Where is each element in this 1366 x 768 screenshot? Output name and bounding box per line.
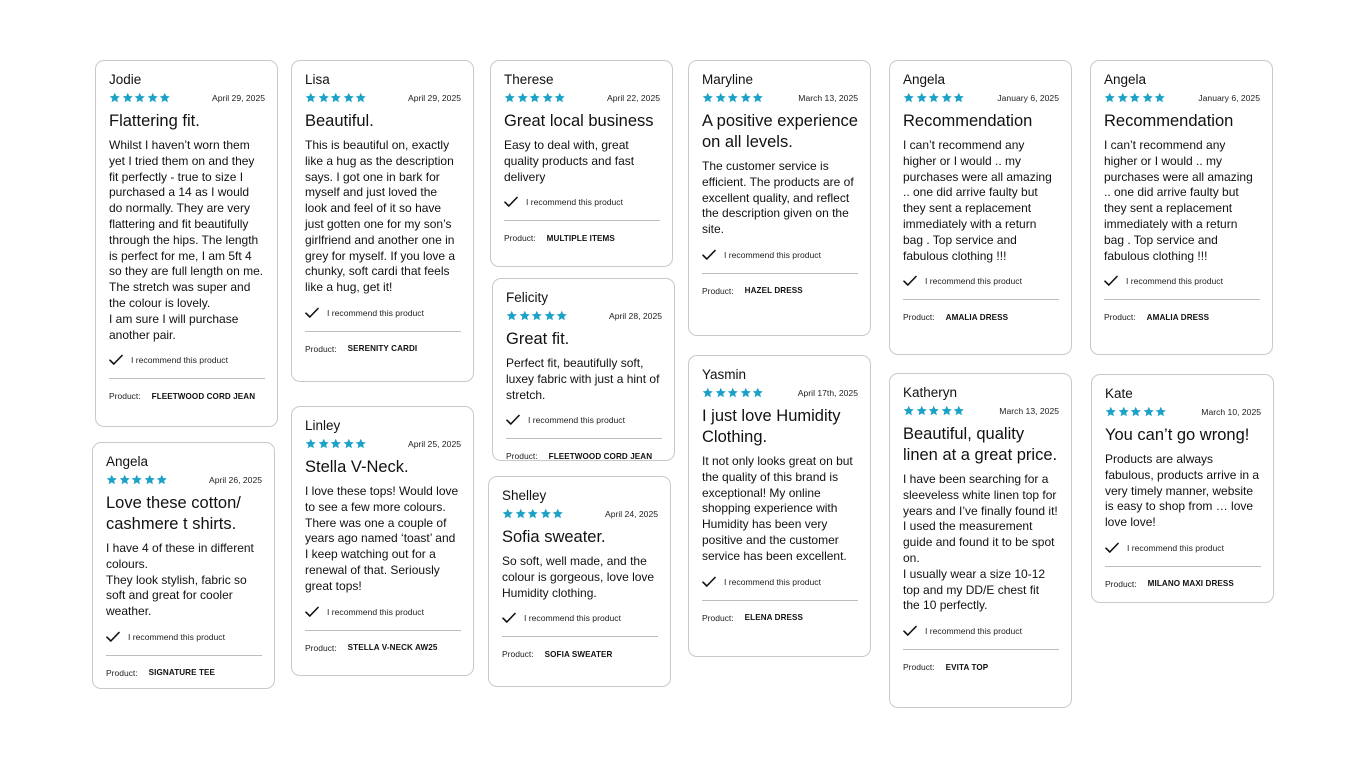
- star-icon: [556, 310, 568, 322]
- product-name: SOFIA SWEATER: [544, 649, 613, 659]
- star-icon: [928, 405, 940, 417]
- review-card: [1091, 374, 1274, 603]
- star-rating: [1105, 406, 1167, 418]
- star-icon: [159, 92, 171, 104]
- reviewer-name: Therese: [504, 72, 554, 87]
- recommend-text: I recommend this product: [327, 606, 424, 617]
- review-body: This is beautiful on, exactly like a hug as the description says. I got one in bark for myself and just loved the look and feel of it so have just gotten one for my son’s girlfriend and another one in grey for myself. If you love a chunky, soft cardi that feels like a hug, get it!: [305, 138, 456, 295]
- divider: [502, 636, 658, 637]
- review-title: Love these cotton/ cashmere t shirts.: [106, 494, 241, 533]
- star-icon: [1105, 406, 1117, 418]
- star-icon: [519, 310, 531, 322]
- star-icon: [752, 387, 764, 399]
- review-body: I have 4 of these in different colours. They look stylish, fabric so soft and great for cooler weather.: [106, 541, 254, 619]
- review-body: I have been searching for a sleeveless white linen top for years and I’ve finally found it! I used the measurement guide and found it to be spot on. I usually wear a size 10-12 top and my DD/E chest fit the 10 perfectly.: [903, 472, 1058, 613]
- recommend-row: [903, 273, 1059, 289]
- divider: [106, 655, 262, 656]
- product-row: [502, 648, 658, 660]
- recommend-row: [506, 412, 662, 428]
- checkmark-icon: [702, 249, 716, 261]
- reviewer-name: Yasmin: [702, 367, 747, 382]
- star-rating: [504, 92, 566, 104]
- review-body: I love these tops! Would love to see a few more colours. There was one a couple of years ago named ‘toast’ and I keep watching out for a renewal of that. Seriously great tops!: [305, 484, 459, 593]
- divider: [504, 220, 660, 221]
- star-rating: [903, 405, 965, 417]
- review-body: Products are always fabulous, products arrive in a very timely manner, website is easy to shop from … love love love!: [1105, 452, 1260, 530]
- reviewer-name: Shelley: [502, 488, 547, 503]
- review-date: April 24, 2025: [604, 509, 658, 519]
- review-date: April 25, 2025: [407, 439, 461, 449]
- recommend-text: I recommend this product: [925, 276, 1022, 287]
- star-icon: [529, 92, 541, 104]
- reviewer-name: Kate: [1105, 386, 1133, 401]
- star-icon: [542, 92, 554, 104]
- checkmark-icon: [1104, 275, 1118, 287]
- product-row: [506, 450, 662, 462]
- checkmark-icon: [504, 196, 518, 208]
- reviewer-name: Maryline: [702, 72, 754, 87]
- review-date: April 29, 2025: [407, 93, 461, 103]
- star-rating: [1104, 92, 1166, 104]
- recommend-text: I recommend this product: [528, 415, 625, 426]
- star-icon: [318, 438, 330, 450]
- star-icon: [531, 310, 543, 322]
- star-icon: [330, 92, 342, 104]
- review-card: [95, 60, 278, 427]
- star-icon: [941, 405, 953, 417]
- product-name: MILANO MAXI DRESS: [1147, 579, 1234, 589]
- review-card: [291, 406, 474, 676]
- recommend-row: [702, 574, 858, 590]
- recommend-text: I recommend this product: [128, 631, 225, 642]
- star-icon: [119, 474, 131, 486]
- star-icon: [916, 92, 928, 104]
- star-icon: [343, 438, 355, 450]
- checkmark-icon: [109, 354, 123, 366]
- review-date: April 17th, 2025: [797, 388, 858, 398]
- product-name: AMALIA DRESS: [1146, 312, 1210, 322]
- review-title: Recommendation: [1104, 112, 1234, 130]
- recommend-text: I recommend this product: [327, 307, 424, 318]
- product-row: [109, 390, 265, 402]
- product-name: STELLA V-NECK AW25: [347, 643, 438, 653]
- review-title: Beautiful, quality linen at a great price.: [903, 425, 1058, 464]
- review-title: Recommendation: [903, 112, 1033, 130]
- product-name: AMALIA DRESS: [945, 312, 1009, 322]
- review-date: April 28, 2025: [608, 311, 662, 321]
- recommend-row: [106, 629, 262, 645]
- checkmark-icon: [506, 414, 520, 426]
- star-icon: [305, 92, 317, 104]
- product-label: Product:: [305, 642, 337, 653]
- review-body: I can’t recommend any higher or I would .. my purchases were all amazing .. one did arrive faulty but they sent a replacement immediately with a return bag . Top service and fabulous clothing !!!: [903, 138, 1052, 263]
- product-label: Product:: [506, 451, 538, 462]
- star-icon: [903, 405, 915, 417]
- star-icon: [131, 474, 143, 486]
- product-row: [106, 667, 262, 679]
- star-rating: [305, 92, 367, 104]
- star-icon: [1129, 92, 1141, 104]
- checkmark-icon: [903, 625, 917, 637]
- review-date: January 6, 2025: [997, 93, 1059, 103]
- recommend-row: [1104, 273, 1260, 289]
- checkmark-icon: [305, 606, 319, 618]
- reviewer-name: Felicity: [506, 290, 549, 305]
- star-icon: [355, 438, 367, 450]
- recommend-text: I recommend this product: [524, 613, 621, 624]
- product-name: ELENA DRESS: [744, 613, 804, 623]
- star-icon: [928, 92, 940, 104]
- product-label: Product:: [903, 662, 935, 673]
- product-label: Product:: [502, 649, 534, 660]
- review-body: The customer service is efficient. The products are of excellent quality, and reflect the description given on the site.: [702, 159, 854, 237]
- recommend-text: I recommend this product: [1126, 276, 1223, 287]
- divider: [702, 600, 858, 601]
- reviewer-name: Jodie: [109, 72, 142, 87]
- reviewer-name: Linley: [305, 418, 341, 433]
- star-icon: [343, 92, 355, 104]
- star-rating: [502, 508, 564, 520]
- star-icon: [1154, 92, 1166, 104]
- product-label: Product:: [903, 312, 935, 323]
- star-icon: [318, 92, 330, 104]
- divider: [506, 438, 662, 439]
- product-label: Product:: [1104, 312, 1136, 323]
- review-title: Sofia sweater.: [502, 528, 606, 546]
- star-icon: [727, 92, 739, 104]
- star-icon: [147, 92, 159, 104]
- product-name: EVITA TOP: [945, 662, 989, 672]
- star-icon: [144, 474, 156, 486]
- product-name: HAZEL DRESS: [744, 286, 803, 296]
- checkmark-icon: [903, 275, 917, 287]
- star-icon: [540, 508, 552, 520]
- review-date: March 10, 2025: [1201, 407, 1261, 417]
- product-label: Product:: [1105, 578, 1137, 589]
- divider: [305, 630, 461, 631]
- review-title: Great local business: [504, 112, 654, 130]
- recommend-row: [1105, 540, 1261, 556]
- star-icon: [517, 92, 529, 104]
- reviewer-name: Angela: [1104, 72, 1147, 87]
- star-icon: [504, 92, 516, 104]
- product-row: [504, 232, 660, 244]
- star-icon: [1155, 406, 1167, 418]
- star-icon: [515, 508, 527, 520]
- star-icon: [941, 92, 953, 104]
- review-date: April 22, 2025: [606, 93, 660, 103]
- review-date: March 13, 2025: [999, 406, 1059, 416]
- review-card: [492, 278, 675, 461]
- product-name: FLEETWOOD CORD JEAN: [548, 451, 653, 461]
- recommend-row: [305, 305, 461, 321]
- reviewer-name: Angela: [106, 454, 149, 469]
- review-card: [488, 476, 671, 687]
- review-body: It not only looks great on but the quality of this brand is exceptional! My online shopping experience with Humidity has been very positive and the customer service has been excellent.: [702, 454, 853, 563]
- product-name: SERENITY CARDI: [347, 344, 418, 354]
- recommend-row: [305, 604, 461, 620]
- review-card: [291, 60, 474, 382]
- star-icon: [330, 438, 342, 450]
- review-card: [889, 373, 1072, 708]
- recommend-text: I recommend this product: [724, 576, 821, 587]
- review-body: Whilst I haven’t worn them yet I tried them on and they fit perfectly - true to size I purchased a 14 as I would do normally. They are very flattering and fit beautifully through the hips. The length is perfect for me, I am 5ft 4 so they are full length on me. The stretch was super and the colour is lovely. I am sure I will purchase another pair.: [109, 138, 264, 342]
- checkmark-icon: [502, 612, 516, 624]
- product-row: [903, 311, 1059, 323]
- review-card: [688, 60, 871, 336]
- star-icon: [506, 310, 518, 322]
- review-title: Stella V-Neck.: [305, 458, 409, 476]
- product-row: [1104, 311, 1260, 323]
- star-icon: [1130, 406, 1142, 418]
- star-icon: [502, 508, 514, 520]
- recommend-row: [903, 623, 1059, 639]
- review-title: Great fit.: [506, 330, 570, 348]
- star-rating: [702, 92, 764, 104]
- product-label: Product:: [109, 391, 141, 402]
- product-row: [305, 642, 461, 654]
- checkmark-icon: [106, 631, 120, 643]
- product-name: SIGNATURE TEE: [148, 668, 216, 678]
- review-card: [889, 60, 1072, 355]
- star-icon: [740, 387, 752, 399]
- recommend-row: [702, 247, 858, 263]
- divider: [903, 299, 1059, 300]
- star-rating: [109, 92, 171, 104]
- review-card: [1090, 60, 1273, 355]
- star-icon: [916, 405, 928, 417]
- divider: [1105, 566, 1261, 567]
- review-title: Flattering fit.: [109, 112, 200, 130]
- review-title: You can’t go wrong!: [1105, 426, 1250, 444]
- review-date: March 13, 2025: [798, 93, 858, 103]
- checkmark-icon: [305, 307, 319, 319]
- divider: [305, 331, 461, 332]
- review-title: Beautiful.: [305, 112, 374, 130]
- product-row: [702, 285, 858, 297]
- divider: [702, 273, 858, 274]
- checkmark-icon: [702, 576, 716, 588]
- star-icon: [752, 92, 764, 104]
- star-icon: [1143, 406, 1155, 418]
- star-rating: [903, 92, 965, 104]
- star-icon: [953, 92, 965, 104]
- product-name: MULTIPLE ITEMS: [546, 233, 615, 243]
- star-rating: [106, 474, 168, 486]
- star-icon: [740, 92, 752, 104]
- recommend-row: [502, 610, 658, 626]
- star-icon: [122, 92, 134, 104]
- review-body: So soft, well made, and the colour is gorgeous, love love Humidity clothing.: [502, 554, 655, 600]
- review-card: [688, 355, 871, 657]
- review-date: April 29, 2025: [211, 93, 265, 103]
- star-icon: [715, 387, 727, 399]
- star-icon: [715, 92, 727, 104]
- review-title: I just love Humidity Clothing.: [702, 407, 841, 446]
- star-icon: [156, 474, 168, 486]
- review-body: I can’t recommend any higher or I would .. my purchases were all amazing .. one did arrive faulty but they sent a replacement immediately with a return bag . Top service and fabulous clothing !!!: [1104, 138, 1253, 263]
- star-icon: [727, 387, 739, 399]
- product-name: FLEETWOOD CORD JEAN: [151, 391, 256, 401]
- recommend-text: I recommend this product: [925, 626, 1022, 637]
- star-icon: [1142, 92, 1154, 104]
- product-label: Product:: [305, 343, 337, 354]
- review-body: Easy to deal with, great quality products and fast delivery: [504, 138, 635, 184]
- star-icon: [554, 92, 566, 104]
- divider: [109, 378, 265, 379]
- star-rating: [305, 438, 367, 450]
- product-row: [903, 661, 1059, 673]
- star-icon: [544, 310, 556, 322]
- star-icon: [903, 92, 915, 104]
- product-label: Product:: [106, 667, 138, 678]
- recommend-row: [109, 352, 265, 368]
- star-icon: [305, 438, 317, 450]
- recommend-text: I recommend this product: [724, 249, 821, 260]
- review-card: [92, 442, 275, 689]
- star-rating: [506, 310, 568, 322]
- product-row: [305, 343, 461, 355]
- checkmark-icon: [1105, 542, 1119, 554]
- star-icon: [953, 405, 965, 417]
- star-icon: [527, 508, 539, 520]
- reviewer-name: Angela: [903, 72, 946, 87]
- divider: [903, 649, 1059, 650]
- star-icon: [1104, 92, 1116, 104]
- product-row: [1105, 578, 1261, 590]
- recommend-text: I recommend this product: [526, 197, 623, 208]
- star-icon: [1118, 406, 1130, 418]
- star-icon: [702, 387, 714, 399]
- product-label: Product:: [504, 233, 536, 244]
- recommend-text: I recommend this product: [1127, 542, 1224, 553]
- review-card: [490, 60, 673, 267]
- star-icon: [1117, 92, 1129, 104]
- reviewer-name: Lisa: [305, 72, 330, 87]
- recommend-text: I recommend this product: [131, 355, 228, 366]
- star-rating: [702, 387, 764, 399]
- reviewer-name: Katheryn: [903, 385, 958, 400]
- star-icon: [134, 92, 146, 104]
- star-icon: [355, 92, 367, 104]
- review-date: April 26, 2025: [208, 475, 262, 485]
- star-icon: [109, 92, 121, 104]
- star-icon: [106, 474, 118, 486]
- product-label: Product:: [702, 285, 734, 296]
- review-date: January 6, 2025: [1198, 93, 1260, 103]
- divider: [1104, 299, 1260, 300]
- star-icon: [552, 508, 564, 520]
- review-body: Perfect fit, beautifully soft, luxey fabric with just a hint of stretch.: [506, 356, 660, 402]
- product-row: [702, 612, 858, 624]
- product-label: Product:: [702, 612, 734, 623]
- review-title: A positive experience on all levels.: [702, 112, 858, 151]
- recommend-row: [504, 194, 660, 210]
- star-icon: [702, 92, 714, 104]
